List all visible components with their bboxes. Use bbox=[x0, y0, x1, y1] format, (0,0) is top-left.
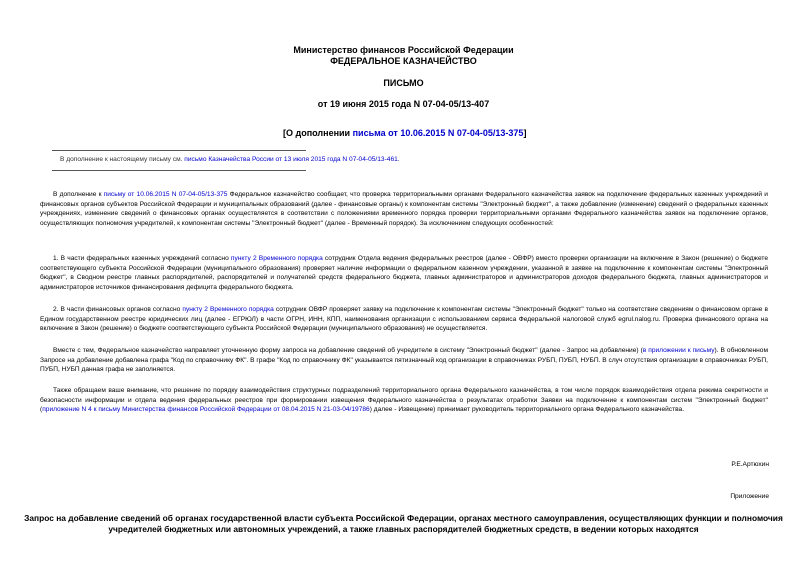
paragraph-link[interactable]: пункту 2 Временного порядка bbox=[230, 255, 323, 262]
appendix-label: Приложение bbox=[730, 493, 769, 500]
paragraph-item-2 bbox=[40, 305, 768, 334]
paragraph-intro bbox=[40, 190, 768, 228]
note-top-divider bbox=[52, 150, 306, 151]
agency-name: ФЕДЕРАЛЬНОЕ КАЗНАЧЕЙСТВО bbox=[330, 56, 477, 66]
paragraph-text: Федеральное казначейство сообщает, что проверка территориальными органами Федерального казначейства заявок на подключение федеральных казенных учреждений и финансовых органов субъектов Российской Федерации и муниципальных образований (далее - финансовые органы) к компонентам системы "Электронный бюджет", а также добавление (изменение) сведений о федеральных казенных учреждениях, изменение сведений о финансовых органах осуществляется в соответствии с положениями временного порядка проверки территориальными органами Федерального казначейства заявок на подключение органов, осуществляющих полномочия учредителей, к компонентам системы "Электронный бюджет" (далее - Временный порядок). За исключением следующих особенностей: bbox=[40, 191, 768, 227]
note-suffix: . bbox=[397, 156, 400, 163]
paragraph-interaction bbox=[40, 386, 768, 415]
paragraph-link[interactable]: в приложении к письму bbox=[642, 347, 715, 354]
note-link[interactable]: письмо Казначейства России от 13 июля 2015 года N 07-04-05/13-461 bbox=[184, 156, 398, 163]
paragraph-text: сотрудник Отдела ведения федеральных реестров (далее - ОВФР) вместо проверки организации на включение в Закон (решение) о бюджете соответствующего субъекта Российской Федерации (муниципального образования) проверяет наличие информации о федеральном казенном учреждении, указанной в заявке на подключение к компонентам системы "Электронный бюджет", в Сводном реестре главных распорядителей, распорядителей и получателей средств федерального бюджета, главных администраторов и администраторов доходов федерального бюджета, главных администраторов и администраторов источников финансирования дефицита федерального бюджета. bbox=[40, 255, 769, 291]
paragraph-text: ) далее - Извещение) принимает руководитель территориального органа Федерального казначейства. bbox=[369, 406, 685, 414]
paragraph-text: 1. В части федеральных казенных учреждений согласно bbox=[53, 255, 231, 262]
paragraph-text: В дополнение к bbox=[53, 191, 104, 198]
note-bottom-divider bbox=[52, 170, 306, 171]
document-date-number: от 19 июня 2015 года N 07-04-05/13-407 bbox=[317, 99, 490, 109]
paragraph-text: Вместе с тем, Федеральное казначейство направляет уточненную форму запроса на добавление сведений об учредителе в систему "Электронный бюджет" (далее - Запрос на добавление) ( bbox=[53, 347, 643, 354]
document-type: ПИСЬМО bbox=[383, 78, 424, 88]
ministry-name: Министерство финансов Российской Федерации bbox=[293, 45, 514, 55]
signature: Р.Е.Артюхин bbox=[731, 461, 769, 468]
subject-open: [О дополнении bbox=[283, 128, 353, 138]
paragraph-text: ). В обновленном Запросе на добавление добавлена графа "Код по справочнику ФК". В графе "Код по справочнику ФК" указывается пятизначный код организации в справочниках РУБП, ПУБП, НУБП. В случ отсутствия организации в справочниках РУБП, ПУБП, НУБП данная графа не заполняется. bbox=[40, 347, 769, 374]
paragraph-text: Также обращаем ваше внимание, что решение по порядку взаимодействия структурных подразделений территориального органа Федерального казначейства, в том числе порядок взаимодействия отдела режима секретности и безопасности информации и отдела ведения федеральных реестров при формировании извещения Федерального казначейства о результатах отработки Заявки на подключение к компонентам систем "Электронный бюджет" ( bbox=[40, 387, 768, 414]
subject-link[interactable]: письма от 10.06.2015 N 07-04-05/13-375 bbox=[352, 128, 524, 138]
paragraph-item-1 bbox=[40, 254, 768, 292]
appendix-title: Запрос на добавление сведений об органах государственной власти субъекта Российской Федерации, органах местного самоуправления, осуществляющих функции и полномочия учредителей бюджетных или автономных учреждений, а также главных распорядителей бюджетных средств, в ведении которых находятся bbox=[24, 513, 783, 534]
subject-close: ] bbox=[523, 128, 527, 138]
editorial-note bbox=[60, 156, 400, 164]
paragraph-link[interactable]: письму от 10.06.2015 N 07-04-05/13-375 bbox=[103, 191, 228, 198]
note-prefix: В дополнение к настоящему письму см. bbox=[60, 156, 185, 163]
paragraph-text: сотрудник ОВФР проверяет заявку на подключение к компонентам системы "Электронный бюджет" только на соответствие сведениям о финансовом органе в Едином государственном реестре юридических лиц (далее - ЕГРЮЛ) в части ОГРН, ИНН, КПП, наименования организации с использованием сервиса Федеральной налоговой служб egrul.nalog.ru. Проверка финансового органа на включение в Закон (решение) о бюджете соответствующего субъекта Российской Федерации (муниципального образования) не осуществляется. bbox=[40, 306, 768, 333]
paragraph-text: 2. В части финансовых органов согласно bbox=[53, 306, 183, 313]
paragraph-link[interactable]: пункту 2 Временного порядка bbox=[182, 306, 274, 313]
paragraph-link[interactable]: приложение N 4 к письму Министерства финансов Российской Федерации от 08.04.2015 N 21-03-04/19786 bbox=[42, 406, 370, 414]
document-subject bbox=[283, 128, 526, 138]
paragraph-request-form bbox=[40, 346, 768, 375]
